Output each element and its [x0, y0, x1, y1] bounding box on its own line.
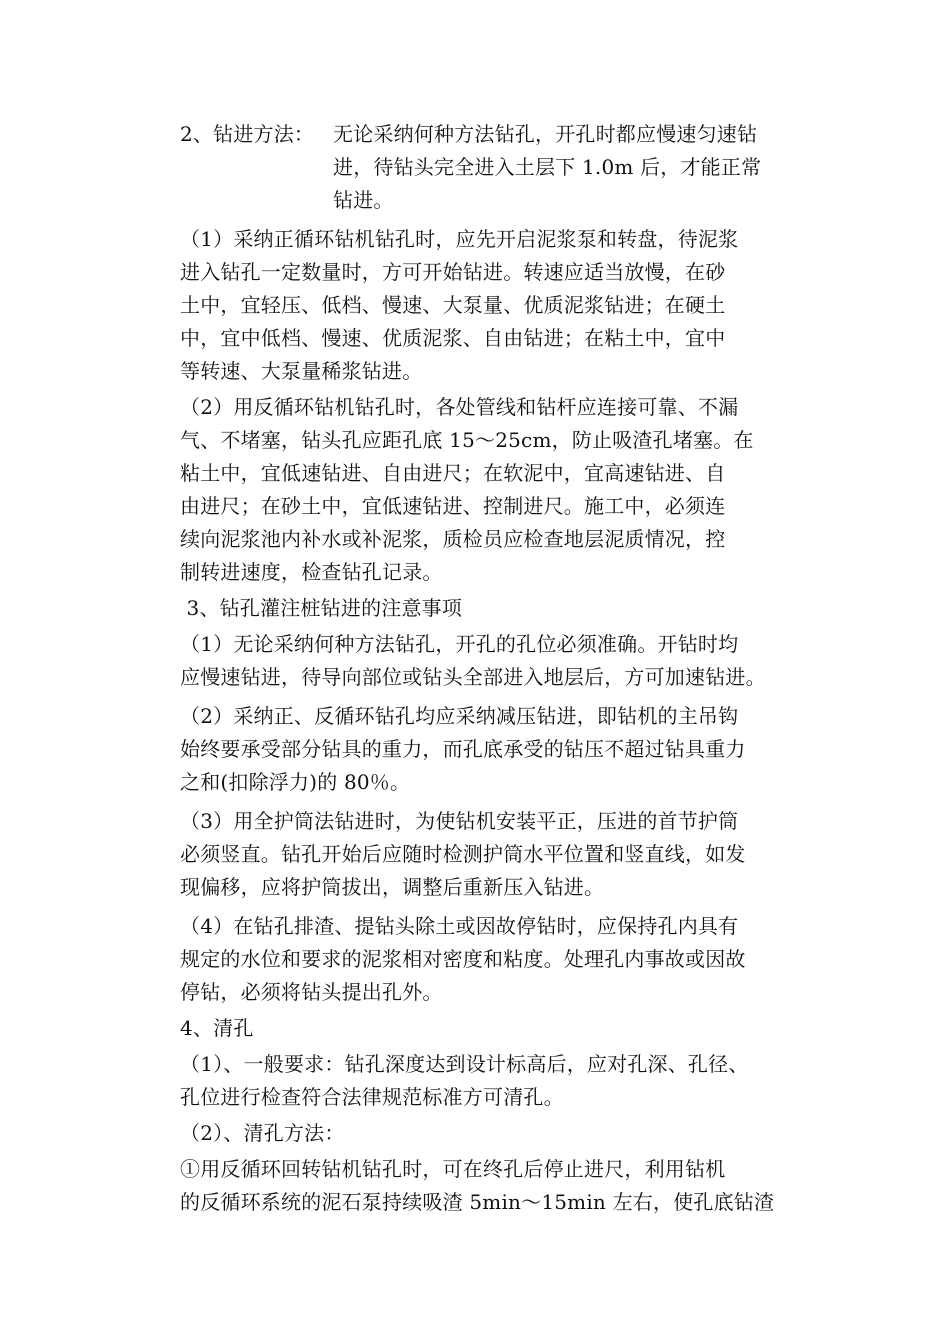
text-line: 中，宜中低档、慢速、优质泥浆、自由钻进；在粘土中，宜中: [180, 326, 726, 350]
paragraph-forward-circulation: [180, 223, 830, 388]
document-page: [180, 118, 830, 1222]
section-3-heading: [180, 592, 830, 625]
text-line: 粘土中，宜低速钻进、自由进尺；在软泥中，宜高速钻进、自: [180, 461, 726, 485]
text-line: （3）用全护筒法钻进时，为使钻机安装平正，压进的首节护筒: [180, 809, 739, 833]
text-line: 进，待钻头完全进入土层下 1.0m 后，才能正常: [333, 155, 762, 179]
paragraph-4-3: [180, 1153, 830, 1219]
section-2-drilling-method: [180, 118, 830, 217]
paragraph-3-2: [180, 700, 830, 799]
section-4-heading: [180, 1012, 830, 1045]
text-line: （1）无论采纳何种方法钻孔，开孔的孔位必须准确。开钻时均: [180, 632, 739, 656]
text-line: 进入钻孔一定数量时，方可开始钻进。转速应适当放慢，在砂: [180, 260, 726, 284]
paragraph-4-1: [180, 1048, 830, 1114]
text-line: 孔位进行检查符合法律规范标准方可清孔。: [180, 1085, 564, 1109]
text-line: 停钻，必须将钻头提出孔外。: [180, 980, 443, 1004]
text-line: 由进尺；在砂土中，宜低速钻进、控制进尺。施工中，必须连: [180, 494, 726, 518]
paragraph-3-4: [180, 910, 830, 1009]
text-line: 无论采纳何种方法钻孔，开孔时都应慢速匀速钻: [333, 122, 758, 146]
text-line: （1）采纳正循环钻机钻孔时，应先开启泥浆泵和转盘，待泥浆: [180, 227, 739, 251]
text-line: 必须竖直。钻孔开始后应随时检测护筒水平位置和竖直线，如发: [180, 842, 746, 866]
paragraph-reverse-circulation: [180, 391, 830, 589]
text-line: （2）用反循环钻机钻孔时，各处管线和钻杆应连接可靠、不漏: [180, 395, 739, 419]
text-line: 的反循环系统的泥石泵持续吸渣 5min～15min 左右，使孔底钻渣: [180, 1190, 775, 1214]
text-line: 续向泥浆池内补水或补泥浆，质检员应检查地层泥质情况，控: [180, 527, 726, 551]
text-line: 始终要承受部分钻具的重力，而孔底承受的钻压不超过钻具重力: [180, 737, 746, 761]
section-2-body: [333, 118, 830, 217]
text-line: 应慢速钻进，待导向部位或钻头全部进入地层后，方可加速钻进。: [180, 665, 766, 689]
text-line: （1）、一般要求：钻孔深度达到设计标高后，应对孔深、孔径、: [180, 1052, 749, 1076]
section-4-title: 4、清孔: [180, 1016, 254, 1040]
text-line: （4）在钻孔排渣、提钻头除土或因故停钻时，应保持孔内具有: [180, 914, 739, 938]
text-line: 之和(扣除浮力)的 80％。: [180, 770, 411, 794]
section-3-title: 3、钻孔灌注桩钻进的注意事项: [180, 596, 463, 620]
text-line: 钻进。: [333, 188, 394, 212]
text-line: （2）、清孔方法：: [180, 1121, 345, 1145]
text-line: （2）采纳正、反循环钻孔均应采纳减压钻进，即钻机的主吊钩: [180, 704, 739, 728]
text-line: 规定的水位和要求的泥浆相对密度和粘度。处理孔内事故或因故: [180, 947, 746, 971]
paragraph-3-1: [180, 628, 830, 694]
text-line: 土中，宜轻压、低档、慢速、大泵量、优质泥浆钻进；在硬土: [180, 293, 726, 317]
text-line: 气、不堵塞，钻头孔应距孔底 15～25cm，防止吸渣孔堵塞。在: [180, 428, 754, 452]
paragraph-4-2: [180, 1117, 830, 1150]
section-2-label: 2、钻进方法：: [180, 122, 315, 146]
paragraph-3-3: [180, 805, 830, 904]
text-line: 等转速、大泵量稀浆钻进。: [180, 359, 423, 383]
text-line: 制转进速度，检查钻孔记录。: [180, 560, 443, 584]
text-line: ①用反循环回转钻机钻孔时，可在终孔后停止进尺，利用钻机: [180, 1157, 726, 1181]
text-line: 现偏移，应将护筒拔出，调整后重新压入钻进。: [180, 875, 605, 899]
